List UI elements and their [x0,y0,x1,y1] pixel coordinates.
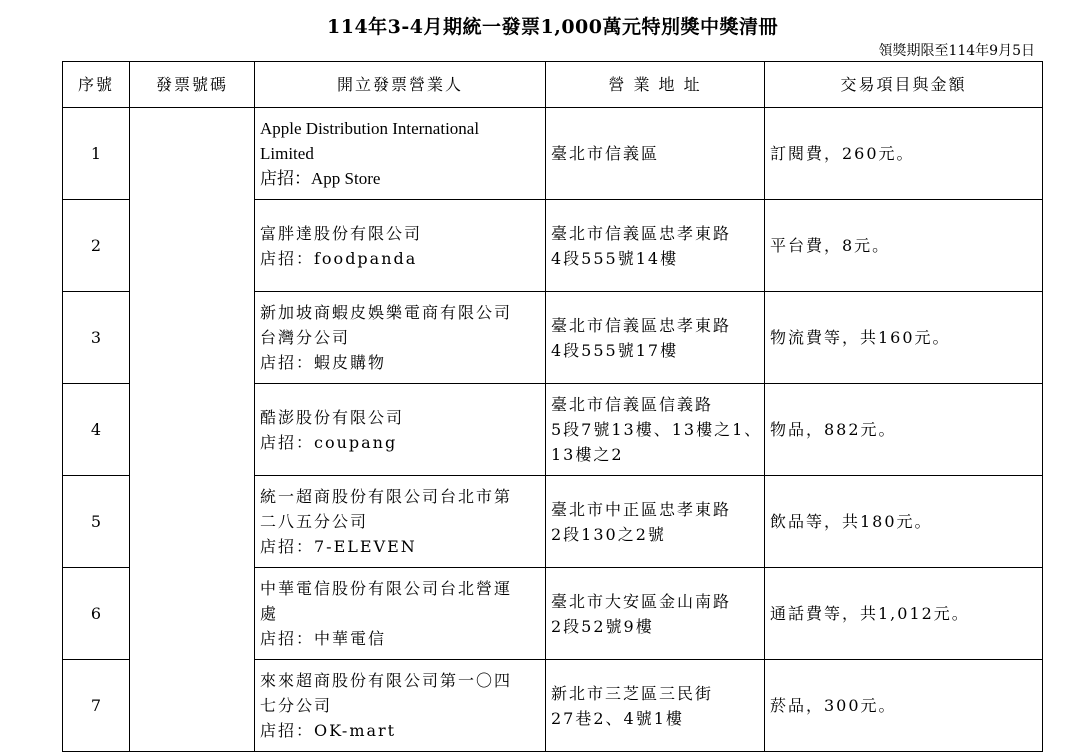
header-invoice: 發票號碼 [130,62,255,108]
row-number: 2 [63,200,130,292]
merchant-line: Limited [260,144,314,163]
transaction-item-cell: 菸品，300元。 [765,660,1043,752]
winners-table [62,61,1043,752]
address-cell [546,292,765,384]
address-cell [546,568,765,660]
address-cell [546,108,765,200]
merchant-cell [255,384,546,476]
address-line: 新北市三芝區三民街 [551,683,714,703]
row-number: 5 [63,476,130,568]
merchant-line: 統一超商股份有限公司台北市第 [260,487,513,506]
row-number: 7 [63,660,130,752]
merchant-line: 店招：coupang [260,432,398,452]
merchant-cell [255,660,546,752]
header-address: 營 業 地 址 [546,62,765,108]
merchant-line: 店招：App Store [260,169,381,188]
row-number: 1 [63,108,130,200]
transaction-item-cell: 物流費等，共160元。 [765,292,1043,384]
address-cell [546,660,765,752]
merchant-line: Apple Distribution International [260,119,480,138]
row-number: 6 [63,568,130,660]
transaction-item-cell: 通話費等，共1,012元。 [765,568,1043,660]
merchant-line: 店招：7-ELEVEN [260,537,417,556]
address-line: 27巷2、4號1樓 [551,708,684,728]
merchant-cell [255,292,546,384]
merchant-line: 中華電信股份有限公司台北營運 [260,579,513,598]
address-line: 4段555號14樓 [551,248,679,268]
address-line: 臺北市中正區忠孝東路 [551,499,732,519]
table-row [63,108,1043,200]
address-line: 2段52號9樓 [551,616,654,636]
merchant-line: 七分公司 [260,696,333,715]
merchant-line: 處 [260,604,279,623]
address-cell [546,200,765,292]
row-number: 4 [63,384,130,476]
address-line: 4段555號17樓 [551,340,679,360]
merchant-line: 店招：中華電信 [260,629,387,648]
address-line: 2段130之2號 [551,524,666,544]
address-cell [546,384,765,476]
row-number: 3 [63,292,130,384]
merchant-line: 酷澎股份有限公司 [260,407,405,427]
merchant-line: 店招：蝦皮購物 [260,353,387,372]
document-title: 114年3-4月期統一發票1,000萬元特別獎中獎清冊 [327,16,778,38]
address-line: 臺北市信義區忠孝東路 [551,315,732,335]
table-body [63,108,1043,752]
invoice-number-cell [130,108,255,752]
merchant-cell [255,568,546,660]
table-header-row [63,62,1043,108]
address-line: 臺北市大安區金山南路 [551,591,732,611]
address-line: 5段7號13樓、13樓之1、 [551,420,763,439]
merchant-line: 店招：OK-mart [260,721,397,740]
merchant-line: 富胖達股份有限公司 [260,223,423,243]
address-line: 臺北市信義區信義路 [551,395,714,414]
address-cell [546,476,765,568]
merchant-line: 新加坡商蝦皮娛樂電商有限公司 [260,303,513,322]
transaction-item-cell: 飲品等，共180元。 [765,476,1043,568]
header-no: 序號 [63,62,130,108]
merchant-line: 二八五分公司 [260,512,369,531]
merchant-line: 台灣分公司 [260,328,351,347]
merchant-line: 來來超商股份有限公司第一〇四 [260,671,513,690]
header-merchant: 開立發票營業人 [255,62,546,108]
merchant-line: 店招：foodpanda [260,248,418,268]
transaction-item-cell: 訂閱費，260元。 [765,108,1043,200]
claim-deadline: 領獎期限至114年9月5日 [878,43,1035,59]
merchant-cell [255,200,546,292]
header-item: 交易項目與金額 [765,62,1043,108]
merchant-cell [255,476,546,568]
address-line: 臺北市信義區 [551,144,660,163]
transaction-item-cell: 平台費，8元。 [765,200,1043,292]
transaction-item-cell: 物品，882元。 [765,384,1043,476]
merchant-cell [255,108,546,200]
address-line: 臺北市信義區忠孝東路 [551,223,732,243]
address-line: 13樓之2 [551,445,624,464]
